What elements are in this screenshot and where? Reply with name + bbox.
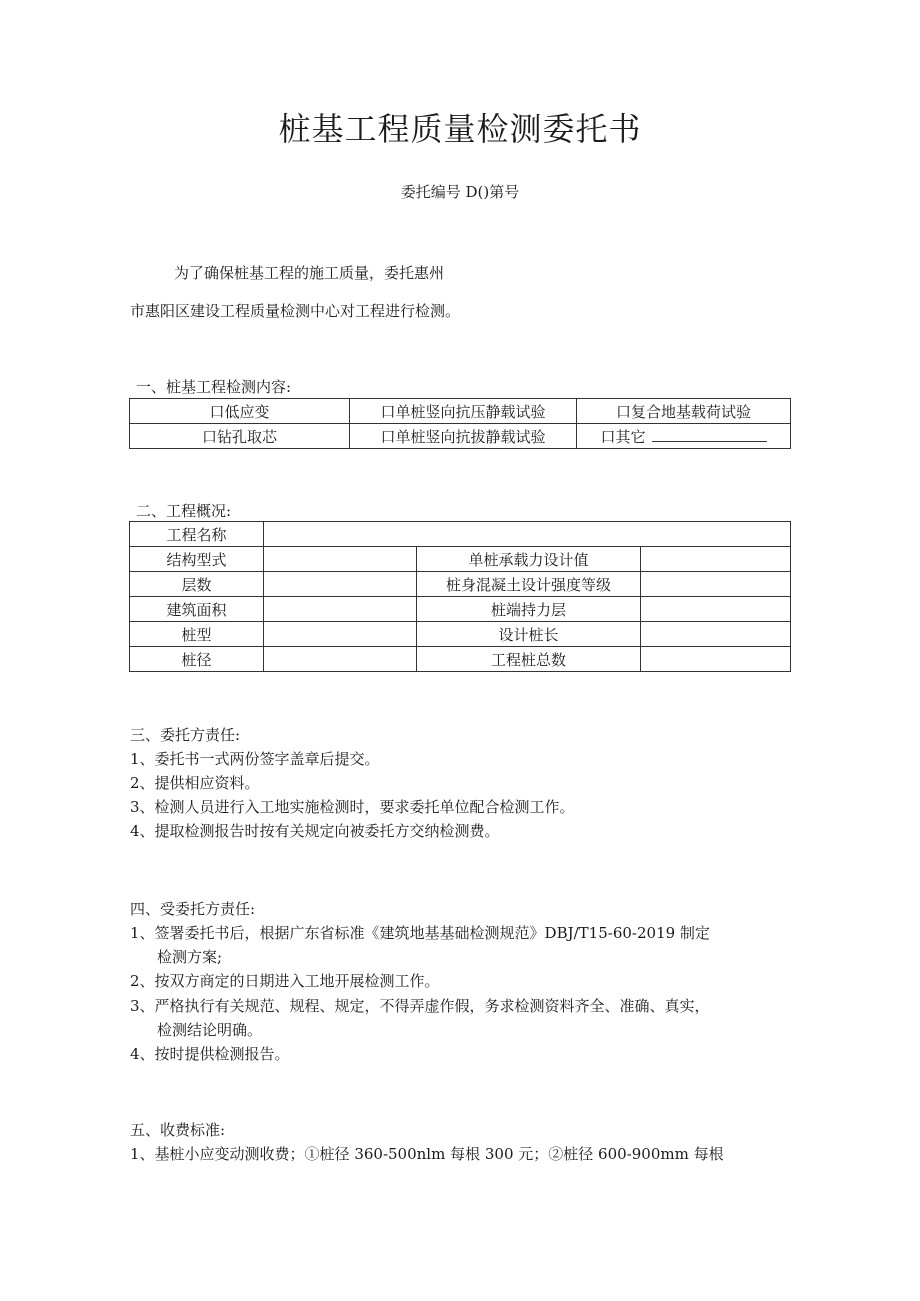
- floors-label: 层数: [130, 572, 264, 597]
- other-blank-field[interactable]: [652, 427, 767, 442]
- table-row: [130, 622, 791, 647]
- bearing-layer-field[interactable]: [641, 597, 791, 622]
- inspection-content-table: [129, 398, 791, 449]
- list-item: 2、按双方商定的日期进入工地开展检测工作。: [130, 972, 440, 990]
- list-item: 2、提供相应资料。: [130, 774, 260, 792]
- list-item: 检测方案;: [157, 948, 223, 966]
- total-piles-label: 工程桩总数: [417, 647, 641, 672]
- table-row: [130, 597, 791, 622]
- pile-diameter-label: 桩径: [130, 647, 264, 672]
- section4-heading: 四、受委托方责任:: [130, 900, 256, 918]
- pile-capacity-label: 单桩承载力设计值: [417, 547, 641, 572]
- list-item: 1、委托书一式两份签字盖章后提交。: [130, 750, 380, 768]
- checkbox-other-cell: [577, 424, 791, 449]
- checkbox-core-drilling[interactable]: 口钻孔取芯: [130, 424, 350, 449]
- total-piles-field[interactable]: [641, 647, 791, 672]
- list-item: 4、提取检测报告时按有关规定向被委托方交纳检测费。: [130, 822, 500, 840]
- pile-type-field[interactable]: [264, 622, 417, 647]
- section3-heading: 三、委托方责任:: [130, 726, 241, 744]
- project-overview-table: [129, 521, 791, 672]
- building-area-label: 建筑面积: [130, 597, 264, 622]
- structure-type-field[interactable]: [264, 547, 417, 572]
- pile-type-label: 桩型: [130, 622, 264, 647]
- list-item: 1、基桩小应变动测收费；①桩径 360-500nlm 每根 300 元；②桩径 600-900mm 每根: [130, 1145, 724, 1163]
- bearing-layer-label: 桩端持力层: [417, 597, 641, 622]
- intro-line-2: 市惠阳区建设工程质量检测中心对工程进行检测。: [130, 302, 461, 320]
- intro-line-1: 为了确保桩基工程的施工质量，委托惠州: [174, 264, 445, 282]
- list-item: 检测结论明确。: [157, 1021, 263, 1039]
- list-item: 3、严格执行有关规范、规程、规定，不得弄虚作假，务求检测资料齐全、准确、真实，: [130, 997, 710, 1015]
- pile-capacity-field[interactable]: [641, 547, 791, 572]
- table-row: [130, 399, 791, 424]
- list-item: 1、签署委托书后，根据广东省标准《建筑地基基础检测规范》DBJ/T15-60-2019 制定: [130, 924, 710, 942]
- checkbox-other[interactable]: 口其它: [600, 427, 646, 446]
- table-row: [130, 424, 791, 449]
- checkbox-uplift-static-load[interactable]: 口单桩竖向抗拔静载试验: [350, 424, 577, 449]
- checkbox-composite-foundation-load[interactable]: 口复合地基载荷试验: [577, 399, 791, 424]
- design-pile-length-field[interactable]: [641, 622, 791, 647]
- table-row: [130, 547, 791, 572]
- floors-field[interactable]: [264, 572, 417, 597]
- table-row: [130, 522, 791, 547]
- list-item: 4、按时提供检测报告。: [130, 1045, 290, 1063]
- project-name-label: 工程名称: [130, 522, 264, 547]
- list-item: 3、检测人员进行入工地实施检测时，要求委托单位配合检测工作。: [130, 798, 575, 816]
- section5-heading: 五、收费标准:: [130, 1121, 226, 1139]
- table-row: [130, 647, 791, 672]
- pile-diameter-field[interactable]: [264, 647, 417, 672]
- building-area-field[interactable]: [264, 597, 417, 622]
- checkbox-compression-static-load[interactable]: 口单桩竖向抗压静载试验: [350, 399, 577, 424]
- section2-heading: 二、工程概况:: [136, 502, 232, 520]
- table-row: [130, 572, 791, 597]
- design-pile-length-label: 设计桩长: [417, 622, 641, 647]
- checkbox-low-strain[interactable]: 口低应变: [130, 399, 350, 424]
- document-title: 桩基工程质量检测委托书: [278, 110, 642, 148]
- project-name-field[interactable]: [264, 522, 791, 547]
- structure-type-label: 结构型式: [130, 547, 264, 572]
- concrete-grade-label: 桩身混凝土设计强度等级: [417, 572, 641, 597]
- concrete-grade-field[interactable]: [641, 572, 791, 597]
- contract-number: 委托编号 D()第号: [400, 183, 520, 201]
- section1-heading: 一、桩基工程检测内容:: [136, 378, 292, 396]
